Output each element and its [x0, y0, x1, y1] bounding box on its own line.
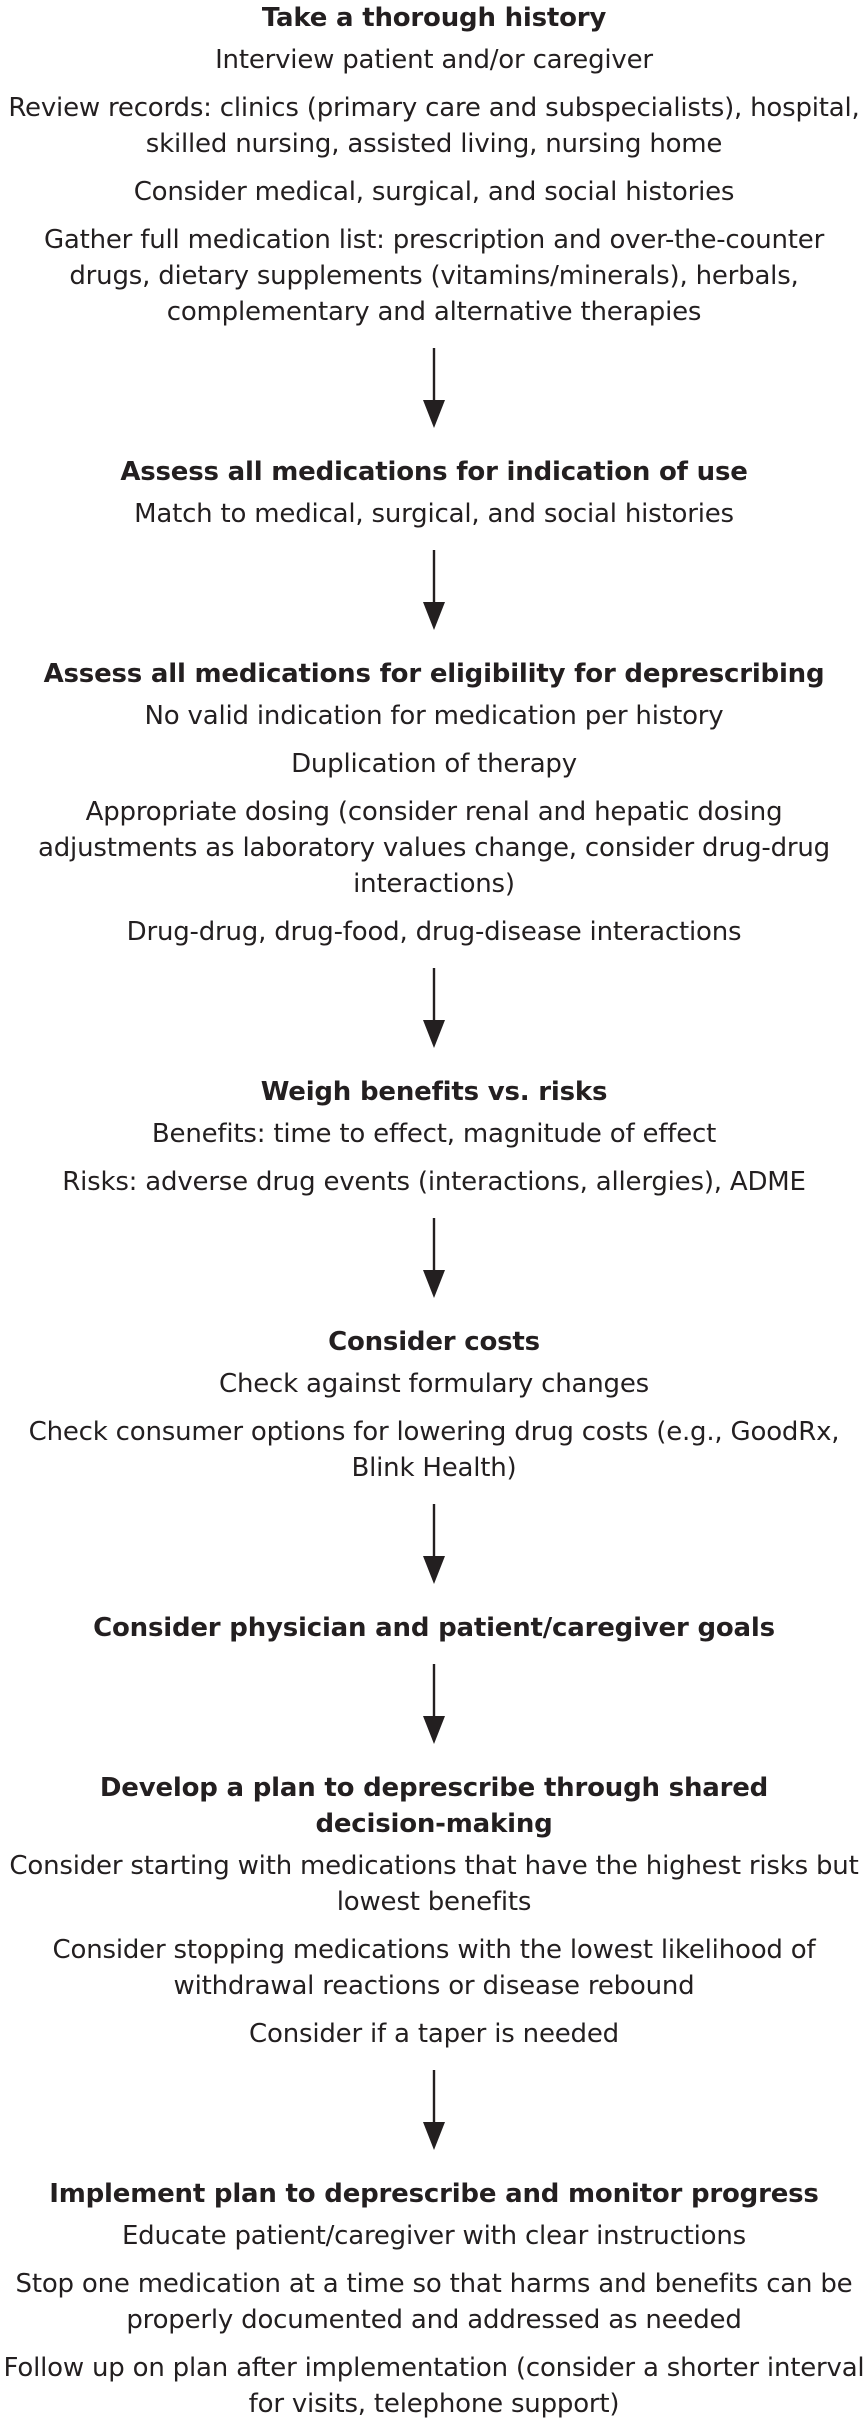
down-arrow-icon [422, 1664, 446, 1744]
arrow-head [423, 1270, 445, 1298]
step-detail: No valid indication for medication per history [144, 701, 724, 731]
step-detail: Appropriate dosing (consider renal and hepatic dosing adjustments as laboratory values change, consider drug-drug interactions) [38, 797, 830, 899]
step-detail: Consider starting with medications that have the highest risks but lowest benefits [9, 1851, 859, 1917]
arrow-head [423, 1020, 445, 1048]
down-arrow-icon [422, 1504, 446, 1584]
step-detail: Benefits: time to effect, magnitude of effect [151, 1119, 717, 1149]
down-arrow-icon [422, 550, 446, 630]
step-detail: Review records: clinics (primary care and subspecialists), hospital, skilled nursing, assisted living, nursing home [8, 93, 860, 159]
step-detail: Gather full medication list: prescription and over-the-counter drugs, dietary supplements (vitamins/minerals), herbals, complementary and alternative therapies [43, 225, 825, 327]
step-title: Assess all medications for indication of use [120, 457, 748, 487]
step-title: Implement plan to deprescribe and monitor progress [49, 2179, 819, 2209]
arrow-head [423, 1556, 445, 1584]
down-arrow-icon [422, 348, 446, 428]
step-detail: Follow up on plan after implementation (consider a shorter interval for visits, telephone support) [3, 2353, 865, 2419]
step-title: Develop a plan to deprescribe through shared decision-making [99, 1773, 769, 1839]
down-arrow-icon [422, 2070, 446, 2150]
step-detail: Interview patient and/or caregiver [215, 45, 653, 75]
arrow-head [423, 602, 445, 630]
flow-step [0, 1324, 868, 1486]
flow-step [0, 0, 868, 330]
step-detail: Duplication of therapy [291, 749, 577, 779]
step-detail: Consider if a taper is needed [249, 2019, 619, 2049]
step-detail: Stop one medication at a time so that harms and benefits can be properly documented and addressed as needed [15, 2269, 853, 2335]
flow-step [0, 454, 868, 532]
arrow-head [423, 400, 445, 428]
step-title: Consider physician and patient/caregiver goals [93, 1613, 775, 1643]
flow-step [0, 1770, 868, 2052]
step-detail: Drug-drug, drug-food, drug-disease interactions [126, 917, 742, 947]
step-detail: Risks: adverse drug events (interactions, allergies), ADME [62, 1167, 806, 1197]
flow-step [0, 1610, 868, 1646]
step-detail: Match to medical, surgical, and social histories [134, 499, 734, 529]
down-arrow-icon [422, 968, 446, 1048]
flow-step [0, 1074, 868, 1200]
flow-step [0, 656, 868, 950]
step-detail: Consider stopping medications with the lowest likelihood of withdrawal reactions or disease rebound [52, 1935, 816, 2001]
step-detail: Check against formulary changes [219, 1369, 649, 1399]
step-detail: Check consumer options for lowering drug costs (e.g., GoodRx, Blink Health) [28, 1417, 840, 1483]
arrow-head [423, 2122, 445, 2150]
step-title: Assess all medications for eligibility for deprescribing [43, 659, 825, 689]
flow-step [0, 2176, 868, 2422]
step-title: Take a thorough history [261, 3, 607, 33]
step-title: Consider costs [328, 1327, 540, 1357]
arrow-head [423, 1716, 445, 1744]
step-title: Weigh benefits vs. risks [260, 1077, 608, 1107]
step-detail: Consider medical, surgical, and social histories [133, 177, 735, 207]
down-arrow-icon [422, 1218, 446, 1298]
step-detail: Educate patient/caregiver with clear instructions [121, 2221, 747, 2251]
